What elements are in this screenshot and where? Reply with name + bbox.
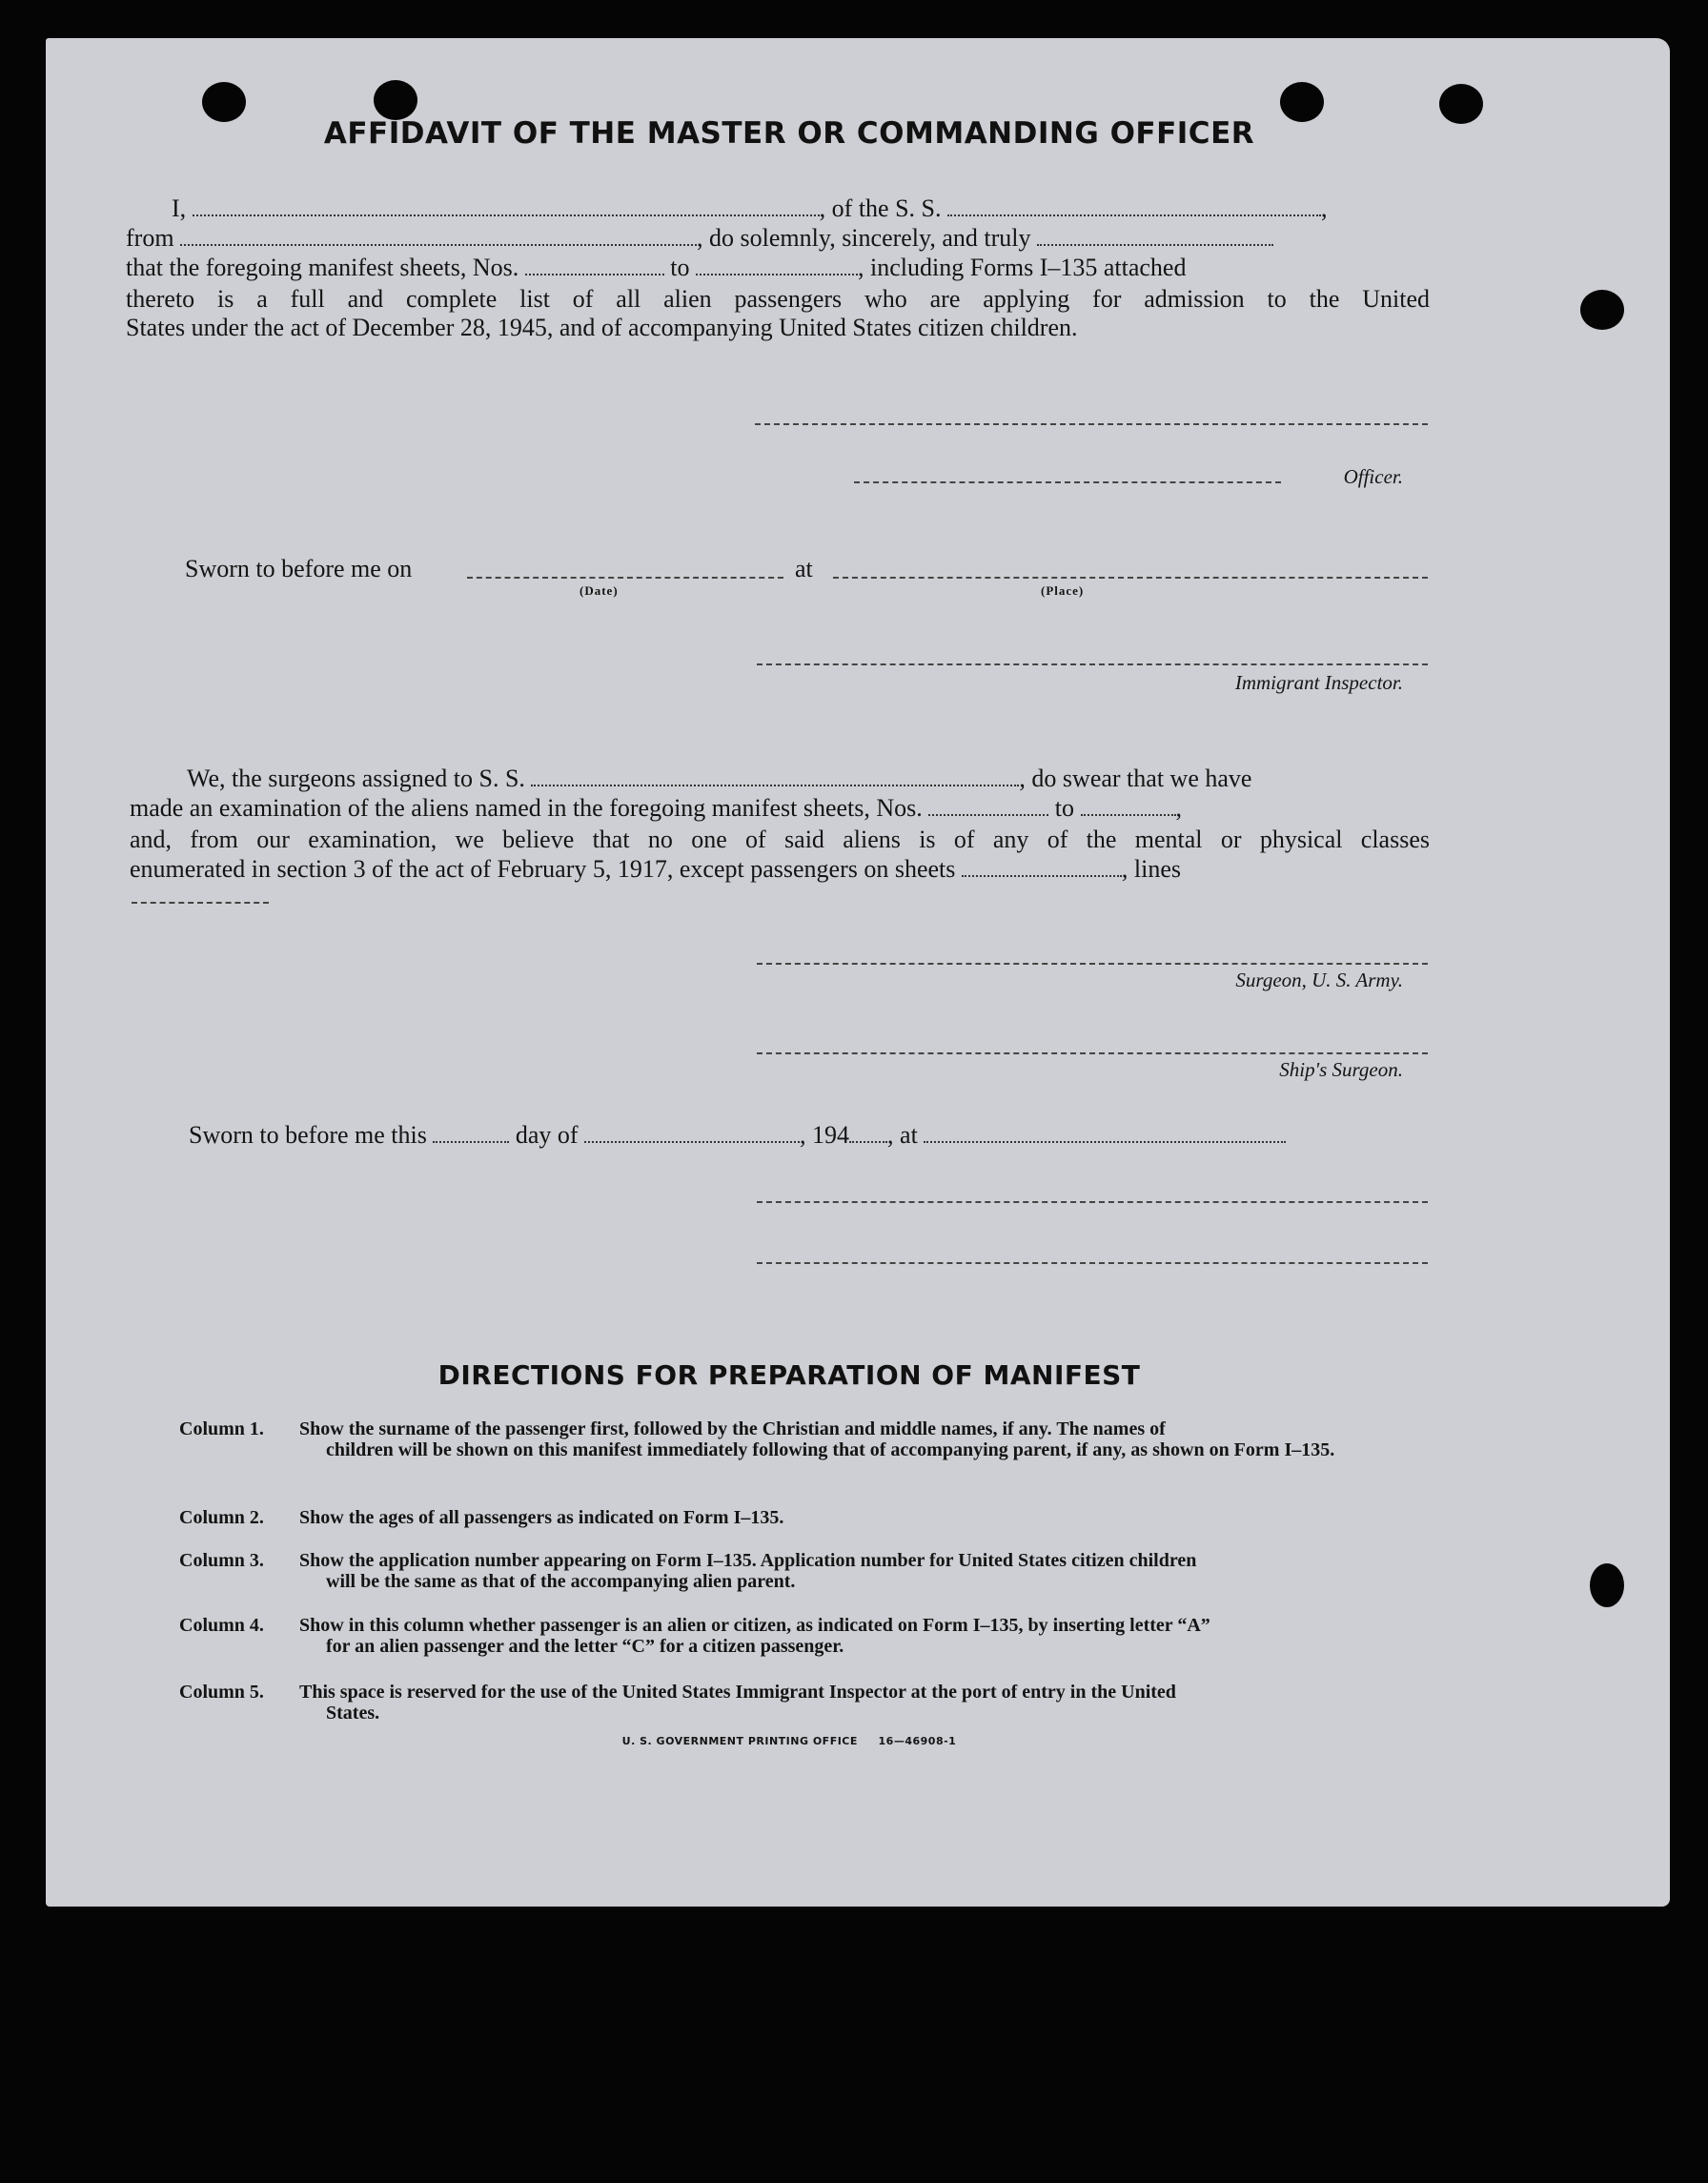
month-field[interactable] — [584, 1124, 800, 1143]
place-field[interactable] — [833, 577, 1428, 579]
affidavit-line-5: States under the act of December 28, 1945, and of accompanying United States citizen children. — [126, 314, 1078, 341]
affidavit-line-1: I, , of the S. S. , — [172, 194, 1328, 222]
inspector-signature-line[interactable] — [757, 663, 1428, 665]
truly-field[interactable] — [1037, 227, 1273, 246]
surgeon-sheet-to-field[interactable] — [1081, 797, 1176, 816]
except-sheets-field[interactable] — [962, 858, 1122, 877]
directions-title: DIRECTIONS FOR PREPARATION OF MANIFEST — [437, 1359, 1141, 1391]
surgeons-line-1: We, the surgeons assigned to S. S. , do swear that we have — [187, 765, 1252, 792]
inspector-caption: Immigrant Inspector. — [1234, 671, 1403, 694]
date-caption: (Date) — [580, 583, 619, 598]
sworn-label: Sworn to before me on — [185, 555, 413, 582]
signature-line[interactable] — [755, 423, 1428, 425]
from-port-field[interactable] — [180, 227, 697, 246]
name-field[interactable] — [193, 197, 820, 216]
place-caption: (Place) — [1041, 583, 1085, 598]
punch-hole — [1580, 290, 1624, 330]
affidavit-line-4: thereto is a full and complete list of all alien passengers who are applying for admission to the United — [126, 285, 1430, 313]
army-surgeon-signature-line[interactable] — [757, 963, 1428, 965]
affidavit-line-3: that the foregoing manifest sheets, Nos. to , including Forms I–135 attached — [126, 254, 1187, 281]
printer-line: U. S. GOVERNMENT PRINTING OFFICE 16—46908-1 — [621, 1735, 957, 1747]
year-digit-field[interactable] — [849, 1124, 887, 1143]
officer-caption: Officer. — [1343, 465, 1403, 488]
lines-field[interactable] — [132, 902, 269, 904]
ship-surgeon-signature-line[interactable] — [757, 1052, 1428, 1054]
affidavit-line-2: from , do solemnly, sincerely, and truly — [126, 224, 1273, 253]
surgeons-line-3: and, from our examination, we believe that no one of said aliens is of any of the mental or physical classes — [130, 826, 1430, 853]
ship-name-field[interactable] — [947, 197, 1321, 216]
sworn-place-field[interactable] — [924, 1124, 1286, 1143]
surgeon-ship-field[interactable] — [531, 767, 1019, 786]
ship-surgeon-caption: Ship's Surgeon. — [1279, 1058, 1403, 1081]
surgeons-line-2: made an examination of the aliens named in the foregoing manifest sheets, Nos. to , — [130, 794, 1182, 822]
sworn-this-line: Sworn to before me this day of , 194 , at — [189, 1121, 1286, 1150]
form-sheet: AFFIDAVIT OF THE MASTER OR COMMANDING OFFICER I, , of the S. S. , from , do solemnly, sincerely, and truly that the foregoing manifest sheets, Nos. to , including Forms I–135 attached thereto is a full and complete list of all alien passengers who are applying for admission to the United States under the act of December 28, 1945, and of accompanying United States citizen children. Officer. Sworn to before me on at (Date) (Place) Immigrant Inspector. We, the surgeons assigned to S. S. , do swear that we have made an examination of the aliens named in the foregoing manifest sheets, Nos. to , and, from our examination, we believe that no one of said aliens is of any of the mental or physical classes enumerated in section 3 of the act of February 5, 1917, except passengers on sheets , lines Surgeon, U. S. Army. Ship's Surgeon. Sworn to before me this day of , 194 , at DIRECTIONS FOR PREPARATION OF MANIFEST Column 1. Show the surname of the passenger first, followed by the Christian and middle names, if any. The names of children will be shown on this manifest immediately following that of accompanying parent, if any, as shown on Form I–135. Column 2. Show the ages of all passengers as indicated on Form I–135. Column 3. Show the application number appearing on Form I–135. Application number for United States citizen children will be the same as that of the accompanying alien parent. Column 4. Show in this column whether passenger is an alien or citizen, as indicated on Form I–135, by inserting letter “A” for an alien passenger and the letter “C” for a citizen passenger. Column 5. This space is reserved for the use of the United States Immigrant Inspector at the port of entry in the United States. U. S. GOVERNMENT PRINTING OFFICE 16—46908-1 — [46, 38, 1670, 1907]
sheet-to-field[interactable] — [696, 256, 858, 275]
signature-line-2[interactable] — [757, 1201, 1428, 1203]
sheet-from-field[interactable] — [525, 256, 664, 275]
surgeons-line-4: enumerated in section 3 of the act of February 5, 1917, except passengers on sheets , lines — [130, 855, 1182, 883]
sworn-at-label: at — [795, 555, 813, 582]
punch-hole — [374, 80, 417, 120]
day-field[interactable] — [433, 1124, 509, 1143]
army-surgeon-caption: Surgeon, U. S. Army. — [1235, 969, 1403, 991]
signature-line-3[interactable] — [757, 1262, 1428, 1264]
punch-hole — [1590, 1563, 1624, 1607]
surgeon-sheet-from-field[interactable] — [928, 797, 1048, 816]
officer-line[interactable] — [854, 481, 1281, 483]
date-field[interactable] — [467, 577, 783, 579]
form-title: AFFIDAVIT OF THE MASTER OR COMMANDING OFFICER — [323, 116, 1255, 151]
